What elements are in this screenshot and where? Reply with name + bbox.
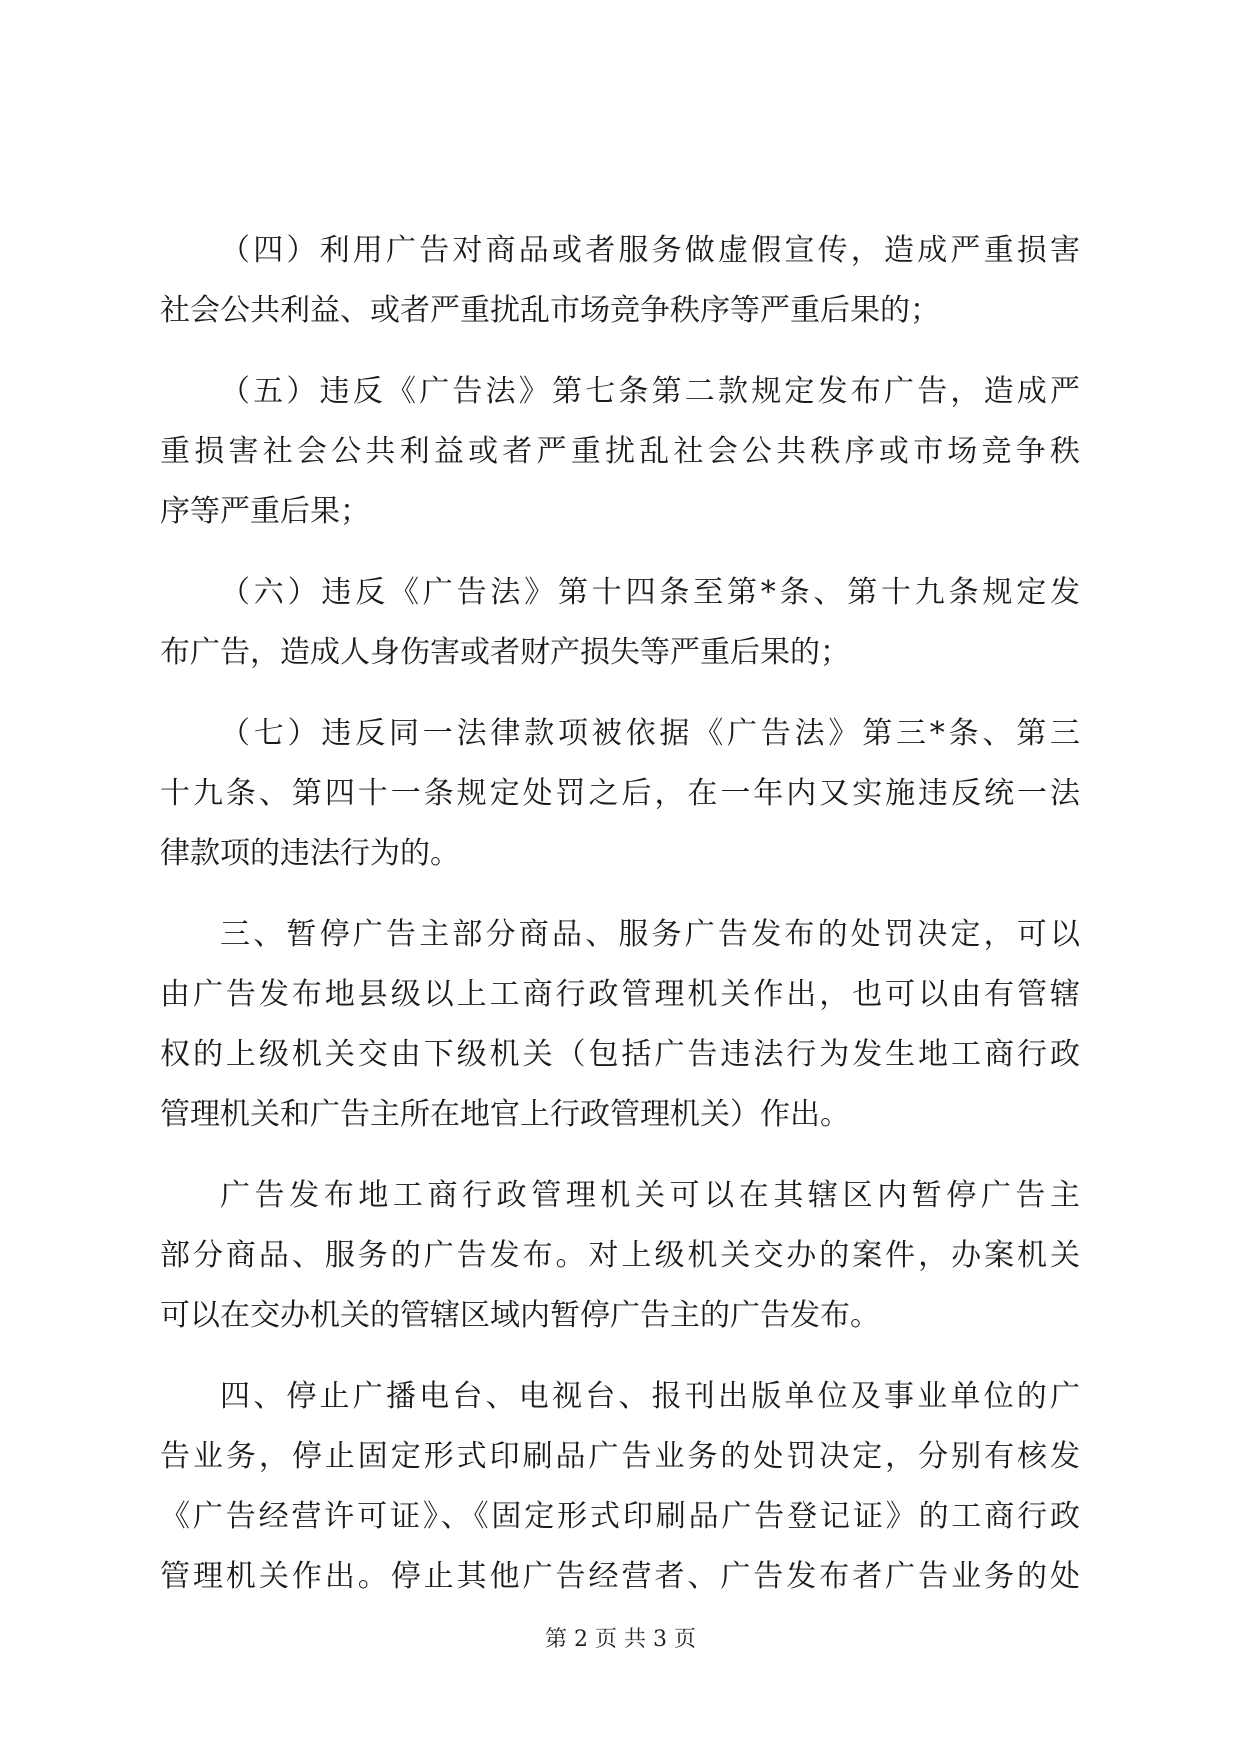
paragraph-line: 十九条、第四十一条规定处罚之后，在一年内又实施违反统一法 — [160, 776, 1080, 811]
paragraph-line: 管理机关和广告主所在地官上行政管理机关）作出。 — [160, 1097, 850, 1132]
paragraph-line: 告业务，停止固定形式印刷品广告业务的处罚决定，分别有核发 — [160, 1439, 1080, 1474]
paragraph-line: 部分商品、服务的广告发布。对上级机关交办的案件，办案机关 — [160, 1238, 1080, 1273]
paragraph-line: 《广告经营许可证》、《固定形式印刷品广告登记证》的工商行政 — [160, 1499, 1080, 1534]
paragraph-line: 可以在交办机关的管辖区域内暂停广告主的广告发布。 — [160, 1298, 880, 1333]
paragraph-line: 管理机关作出。停止其他广告经营者、广告发布者广告业务的处 — [160, 1559, 1080, 1594]
paragraph-line: 律款项的违法行为的。 — [160, 836, 460, 871]
paragraph-line: 三、暂停广告主部分商品、服务广告发布的处罚决定，可以 — [220, 917, 1080, 952]
paragraph-line: 广告发布地工商行政管理机关可以在其辖区内暂停广告主 — [220, 1178, 1080, 1213]
paragraph-line: 重损害社会公共利益或者严重扰乱社会公共秩序或市场竞争秩 — [160, 434, 1080, 469]
paragraph-line: （四）利用广告对商品或者服务做虚假宣传，造成严重损害 — [220, 233, 1080, 268]
document-body — [160, 221, 1080, 1607]
paragraph-line: 由广告发布地县级以上工商行政管理机关作出，也可以由有管辖 — [160, 977, 1080, 1012]
paragraph-line: （五）违反《广告法》第七条第二款规定发布广告，造成严 — [220, 374, 1080, 409]
paragraph-line: 序等严重后果； — [160, 494, 370, 529]
paragraph-line: 社会公共利益、或者严重扰乱市场竞争秩序等严重后果的； — [160, 293, 940, 328]
paragraph-line: 权的上级机关交由下级机关（包括广告违法行为发生地工商行政 — [160, 1037, 1080, 1072]
paragraph-line: （六）违反《广告法》第十四条至第*条、第十九条规定发 — [220, 575, 1080, 610]
paragraph-line: 四、停止广播电台、电视台、报刊出版单位及事业单位的广 — [220, 1379, 1080, 1414]
paragraph-line: 布广告，造成人身伤害或者财产损失等严重后果的； — [160, 635, 850, 670]
page-footer: 第 2 页 共 3 页 — [545, 1627, 696, 1652]
paragraph-line: （七）违反同一法律款项被依据《广告法》第三*条、第三 — [220, 716, 1080, 751]
